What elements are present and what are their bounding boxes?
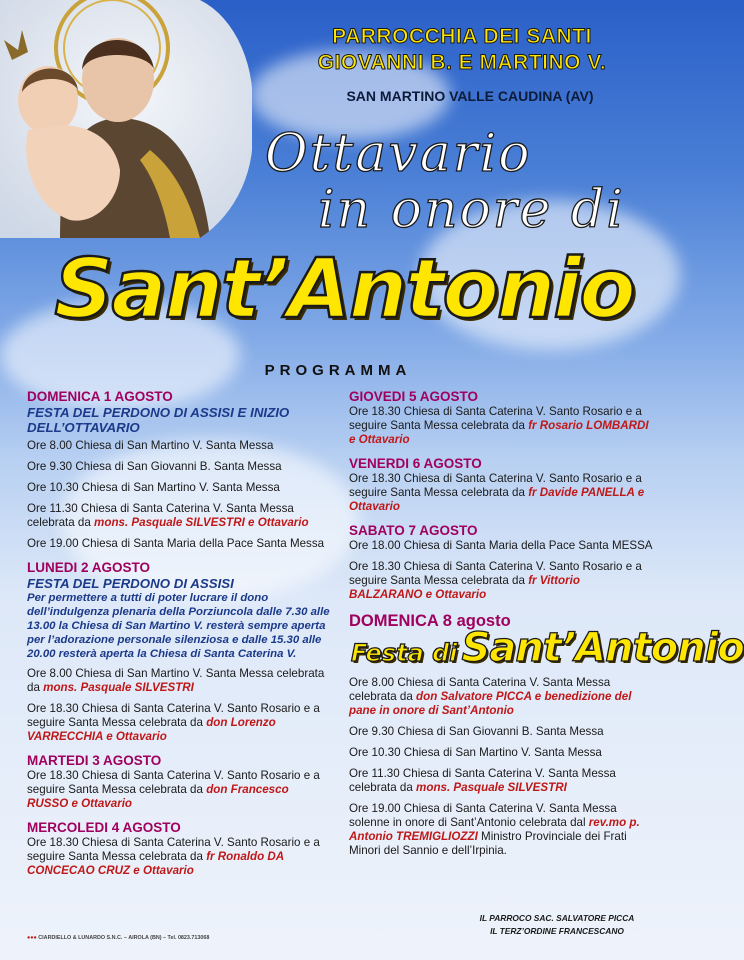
section-subtitle: FESTA DEL PERDONO DI ASSISI E INIZIO DELL’OTTAVARIO	[27, 405, 290, 435]
day-heading: DOMENICA 1 AGOSTO	[27, 389, 173, 404]
program-right-column	[349, 389, 744, 867]
parish-title-line1: PARROCCHIA DEI SANTI	[332, 25, 592, 48]
schedule-entry	[27, 836, 332, 878]
entry-text: Ore 11.30 Chiesa di Santa Caterina V. Santa Messa celebrata da	[349, 767, 616, 794]
ottavario-title-line2: in onore di	[318, 180, 625, 240]
day-section	[349, 611, 744, 858]
schedule-entry: Ore 10.30 Chiesa di San Martino V. Santa Messa	[349, 746, 602, 759]
signature-block	[462, 912, 652, 938]
schedule-entry: Ore 9.30 Chiesa di San Giovanni B. Santa Messa	[27, 460, 282, 473]
schedule-entry: Ore 8.00 Chiesa di San Martino V. Santa Messa	[27, 439, 274, 452]
schedule-entry: Ore 10.30 Chiesa di San Martino V. Santa Messa	[27, 481, 280, 494]
day-section	[349, 523, 654, 602]
festa-title-main: Sant’Antonio	[461, 625, 744, 671]
printer-credit	[27, 935, 209, 941]
day-heading: MERCOLEDI 4 AGOSTO	[27, 820, 181, 835]
entry-text: Ore 18.30 Chiesa di Santa Caterina V. Santo Rosario e a seguire Santa Messa celebrata da	[27, 836, 320, 863]
ottavario-title-line1: Ottavario	[265, 124, 532, 184]
day-section	[27, 753, 332, 811]
day-heading: LUNEDI 2 AGOSTO	[27, 560, 151, 575]
entry-text: Ore 18.30 Chiesa di Santa Caterina V. Santo Rosario e a seguire Santa Messa celebrata da	[27, 702, 320, 729]
schedule-entry	[27, 502, 332, 530]
printer-credit-text: CIARDIELLO & LUNARDO S.N.C. – AIROLA (BN) – Tel. 0823.713068	[38, 935, 210, 941]
entry-text: Ore 8.00 Chiesa di Santa Caterina V. Santa Messa celebrata da	[349, 676, 611, 703]
day-heading: VENERDI 6 AGOSTO	[349, 456, 482, 471]
celebrant-name: fr Davide PANELLA e Ottavario	[349, 486, 645, 513]
main-title: Sant’Antonio	[54, 242, 634, 337]
entry-text: Ore 18.30 Chiesa di Santa Caterina V. Santo Rosario e a seguire Santa Messa celebrata da	[349, 405, 642, 432]
program-left-column	[27, 389, 332, 887]
festa-title	[351, 625, 744, 671]
schedule-entry: Ore 9.30 Chiesa di San Giovanni B. Santa Messa	[349, 725, 604, 738]
entry-text-tail: Ministro Provinciale dei Frati Minori del Sannio e dell’Irpinia.	[349, 830, 627, 857]
day-section	[349, 456, 654, 514]
schedule-entry	[349, 405, 654, 447]
entry-text: Ore 19.00 Chiesa di Santa Caterina V. Santa Messa solenne in onore di Sant’Antonio celebrata dal	[349, 802, 617, 829]
signature-line: IL PARROCO SAC. SALVATORE PICCA	[479, 913, 635, 923]
day-section	[27, 820, 332, 878]
parish-title-line2: GIOVANNI B. E MARTINO V.	[317, 51, 607, 74]
entry-text: Ore 11.30 Chiesa di Santa Caterina V. Santa Messa celebrata da	[27, 502, 294, 529]
saint-anthony-image	[0, 0, 252, 238]
celebrant-name: fr Rosario LOMBARDI e Ottavario	[349, 419, 649, 446]
celebrant-name: rev.mo p. Antonio TREMIGLIOZZI	[349, 816, 640, 843]
schedule-entry: Ore 19.00 Chiesa di Santa Maria della Pace Santa Messa	[27, 537, 325, 550]
schedule-entry	[349, 472, 654, 514]
day-section	[27, 389, 332, 551]
schedule-entry	[349, 767, 654, 795]
parish-location: SAN MARTINO VALLE CAUDINA (AV)	[346, 88, 594, 104]
celebrant-name: fr Vittorio BALZARANO e Ottavario	[349, 574, 580, 601]
day-heading: DOMENICA 8 agosto	[349, 612, 511, 630]
day-heading: MARTEDI 3 AGOSTO	[27, 753, 162, 768]
entry-text: Ore 18.30 Chiesa di Santa Caterina V. Santo Rosario e a seguire Santa Messa celebrata da	[27, 769, 320, 796]
entry-text: Ore 18.30 Chiesa di Santa Caterina V. Santo Rosario e a seguire Santa Messa celebrata da	[349, 472, 642, 499]
celebrant-name: mons. Pasquale SILVESTRI e Ottavario	[94, 516, 309, 529]
celebrant-name: mons. Pasquale SILVESTRI	[43, 681, 194, 694]
schedule-entry	[349, 560, 654, 602]
day-heading: SABATO 7 AGOSTO	[349, 523, 478, 538]
parish-title	[262, 24, 662, 76]
day-section	[27, 560, 332, 744]
schedule-entry	[349, 802, 654, 858]
celebrant-name: don Francesco RUSSO e Ottavario	[27, 783, 289, 810]
entry-text: Ore 8.00 Chiesa di San Martino V. Santa Messa celebrata da	[27, 667, 325, 694]
schedule-entry	[27, 667, 332, 695]
schedule-entry	[27, 702, 332, 744]
schedule-entry	[27, 769, 332, 811]
entry-text: Ore 18.30 Chiesa di Santa Caterina V. Santo Rosario e a seguire Santa Messa celebrata da	[349, 560, 642, 587]
celebrant-name: mons. Pasquale SILVESTRI	[416, 781, 567, 794]
celebrant-name: fr Ronaldo DA CONCECAO CRUZ e Ottavario	[27, 850, 284, 877]
celebrant-name: don Lorenzo VARRECCHIA e Ottavario	[27, 716, 276, 743]
programma-label: PROGRAMMA	[264, 362, 412, 379]
indulgence-note: Per permettere a tutti di poter lucrare il dono dell’indulgenza plenaria della Porziuncola dalle 7.30 alle 13.00 la Chiesa di San Martino V. resterà sempre aperta per l’adorazione personale silenziosa e dalle 15.30 alle 20.00 resterà aperta la Chiesa di Santa Caterina V.	[27, 592, 330, 660]
printer-logo-icon: ●●●	[27, 935, 37, 941]
day-heading: GIOVEDI 5 AGOSTO	[349, 389, 479, 404]
signature-line: IL TERZ’ORDINE FRANCESCANO	[490, 926, 624, 936]
schedule-entry	[349, 676, 654, 718]
celebrant-name: don Salvatore PICCA e benedizione del pane in onore di Sant’Antonio	[349, 690, 632, 717]
festa-title-prefix: Festa di	[351, 639, 458, 667]
schedule-entry: Ore 18.00 Chiesa di Santa Maria della Pace Santa MESSA	[349, 539, 653, 552]
section-subtitle: FESTA DEL PERDONO DI ASSISI	[27, 576, 234, 591]
day-section	[349, 389, 654, 447]
